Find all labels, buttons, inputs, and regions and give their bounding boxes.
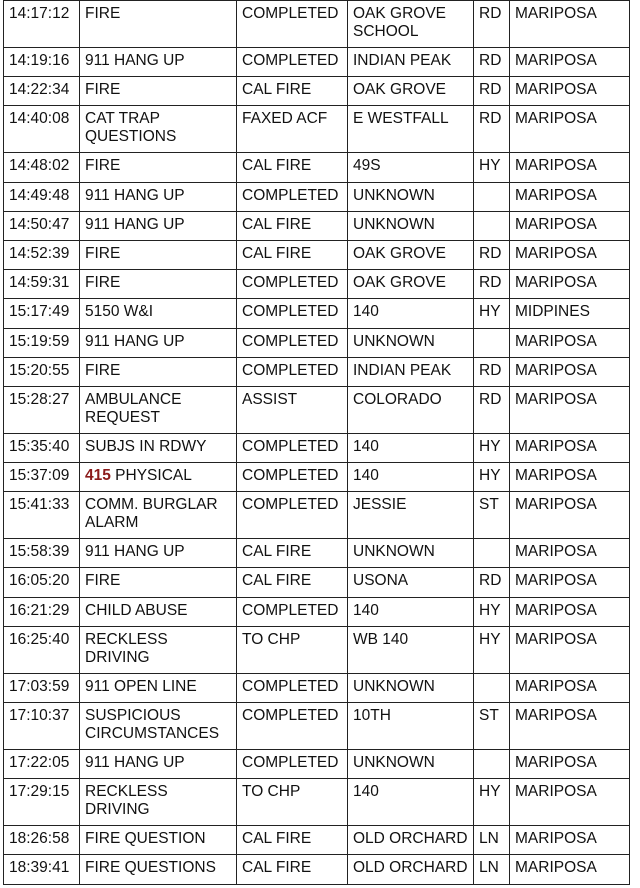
- city-cell: MARIPOSA: [510, 211, 630, 240]
- street-cell: OLD ORCHARD: [348, 855, 474, 884]
- street-suffix-cell: RD: [474, 386, 510, 433]
- table-row: [4, 539, 630, 568]
- street-cell: OAK GROVE: [348, 240, 474, 269]
- city-cell: MARIPOSA: [510, 386, 630, 433]
- table-row: [4, 492, 630, 539]
- street-cell: 140: [348, 779, 474, 826]
- street-cell: UNKNOWN: [348, 539, 474, 568]
- disposition-cell: COMPLETED: [237, 492, 348, 539]
- disposition-cell: COMPLETED: [237, 1, 348, 48]
- call-type-cell: [80, 463, 237, 492]
- street-cell: 140: [348, 597, 474, 626]
- street-suffix-cell: [474, 673, 510, 702]
- street-cell: UNKNOWN: [348, 750, 474, 779]
- street-cell: COLORADO: [348, 386, 474, 433]
- street-suffix-cell: ST: [474, 703, 510, 750]
- call-type-cell: SUSPICIOUS CIRCUMSTANCES: [80, 703, 237, 750]
- street-cell: E WESTFALL: [348, 106, 474, 153]
- street-cell: 10TH: [348, 703, 474, 750]
- disposition-cell: COMPLETED: [237, 270, 348, 299]
- disposition-cell: COMPLETED: [237, 463, 348, 492]
- time-cell: 15:37:09: [4, 463, 80, 492]
- disposition-cell: CAL FIRE: [237, 240, 348, 269]
- table-row: [4, 357, 630, 386]
- city-cell: MARIPOSA: [510, 673, 630, 702]
- table-row: [4, 1, 630, 48]
- call-type-cell: COMM. BURGLAR ALARM: [80, 492, 237, 539]
- time-cell: 16:21:29: [4, 597, 80, 626]
- city-cell: MARIPOSA: [510, 433, 630, 462]
- disposition-cell: FAXED ACF: [237, 106, 348, 153]
- street-cell: UNKNOWN: [348, 673, 474, 702]
- city-cell: MARIPOSA: [510, 626, 630, 673]
- city-cell: MARIPOSA: [510, 77, 630, 106]
- street-suffix-cell: RD: [474, 1, 510, 48]
- call-type-cell: FIRE QUESTIONS: [80, 855, 237, 884]
- call-type-cell: FIRE: [80, 357, 237, 386]
- call-type-cell: SUBJS IN RDWY: [80, 433, 237, 462]
- call-type-cell: CAT TRAP QUESTIONS: [80, 106, 237, 153]
- table-row: [4, 48, 630, 77]
- table-row: [4, 779, 630, 826]
- time-cell: 14:22:34: [4, 77, 80, 106]
- table-row: [4, 182, 630, 211]
- disposition-cell: COMPLETED: [237, 703, 348, 750]
- disposition-cell: COMPLETED: [237, 433, 348, 462]
- city-cell: MARIPOSA: [510, 855, 630, 884]
- table-row: [4, 386, 630, 433]
- disposition-cell: COMPLETED: [237, 357, 348, 386]
- street-suffix-cell: [474, 328, 510, 357]
- table-row: [4, 299, 630, 328]
- call-type-cell: AMBULANCE REQUEST: [80, 386, 237, 433]
- call-type-cell: CHILD ABUSE: [80, 597, 237, 626]
- time-cell: 16:25:40: [4, 626, 80, 673]
- call-type-cell: 911 HANG UP: [80, 182, 237, 211]
- table-row: [4, 270, 630, 299]
- time-cell: 15:19:59: [4, 328, 80, 357]
- city-cell: MARIPOSA: [510, 826, 630, 855]
- city-cell: MARIPOSA: [510, 357, 630, 386]
- city-cell: MARIPOSA: [510, 48, 630, 77]
- city-cell: MARIPOSA: [510, 779, 630, 826]
- time-cell: 17:29:15: [4, 779, 80, 826]
- disposition-cell: COMPLETED: [237, 673, 348, 702]
- table-row: [4, 826, 630, 855]
- table-row: [4, 568, 630, 597]
- disposition-cell: CAL FIRE: [237, 568, 348, 597]
- time-cell: 17:22:05: [4, 750, 80, 779]
- city-cell: MARIPOSA: [510, 492, 630, 539]
- street-cell: UNKNOWN: [348, 328, 474, 357]
- table-row: [4, 855, 630, 884]
- table-row: [4, 77, 630, 106]
- time-cell: 18:39:41: [4, 855, 80, 884]
- time-cell: 17:03:59: [4, 673, 80, 702]
- call-log-body: [4, 1, 630, 885]
- call-log-table: [3, 0, 630, 885]
- street-suffix-cell: RD: [474, 270, 510, 299]
- time-cell: 17:10:37: [4, 703, 80, 750]
- call-type-cell: FIRE: [80, 1, 237, 48]
- street-suffix-cell: ST: [474, 492, 510, 539]
- street-cell: OLD ORCHARD: [348, 826, 474, 855]
- time-cell: 15:20:55: [4, 357, 80, 386]
- street-suffix-cell: HY: [474, 626, 510, 673]
- street-cell: 140: [348, 299, 474, 328]
- street-cell: WB 140: [348, 626, 474, 673]
- table-row: [4, 433, 630, 462]
- time-cell: 14:17:12: [4, 1, 80, 48]
- city-cell: MARIPOSA: [510, 539, 630, 568]
- table-row: [4, 153, 630, 182]
- street-suffix-cell: HY: [474, 463, 510, 492]
- street-suffix-cell: [474, 750, 510, 779]
- call-type-cell: 911 HANG UP: [80, 48, 237, 77]
- disposition-cell: CAL FIRE: [237, 77, 348, 106]
- street-suffix-cell: [474, 211, 510, 240]
- city-cell: MARIPOSA: [510, 328, 630, 357]
- table-row: [4, 463, 630, 492]
- city-cell: MARIPOSA: [510, 182, 630, 211]
- disposition-cell: COMPLETED: [237, 328, 348, 357]
- street-suffix-cell: HY: [474, 153, 510, 182]
- table-row: [4, 673, 630, 702]
- table-row: [4, 328, 630, 357]
- street-suffix-cell: RD: [474, 106, 510, 153]
- call-type-cell: 911 HANG UP: [80, 750, 237, 779]
- disposition-cell: ASSIST: [237, 386, 348, 433]
- disposition-cell: CAL FIRE: [237, 539, 348, 568]
- disposition-cell: TO CHP: [237, 626, 348, 673]
- disposition-cell: COMPLETED: [237, 597, 348, 626]
- street-cell: 140: [348, 433, 474, 462]
- disposition-cell: COMPLETED: [237, 182, 348, 211]
- call-log: [3, 0, 630, 885]
- street-cell: JESSIE: [348, 492, 474, 539]
- table-row: [4, 626, 630, 673]
- time-cell: 14:19:16: [4, 48, 80, 77]
- time-cell: 15:41:33: [4, 492, 80, 539]
- time-cell: 14:52:39: [4, 240, 80, 269]
- city-cell: MARIPOSA: [510, 463, 630, 492]
- city-cell: MARIPOSA: [510, 270, 630, 299]
- call-type-cell: RECKLESS DRIVING: [80, 626, 237, 673]
- city-cell: MARIPOSA: [510, 240, 630, 269]
- street-cell: USONA: [348, 568, 474, 597]
- call-type-cell: 911 HANG UP: [80, 211, 237, 240]
- street-cell: 140: [348, 463, 474, 492]
- street-cell: 49S: [348, 153, 474, 182]
- city-cell: MIDPINES: [510, 299, 630, 328]
- time-cell: 16:05:20: [4, 568, 80, 597]
- call-type-label: PHYSICAL: [110, 467, 192, 485]
- time-cell: 15:35:40: [4, 433, 80, 462]
- street-suffix-cell: RD: [474, 240, 510, 269]
- street-suffix-cell: RD: [474, 568, 510, 597]
- call-type-cell: FIRE: [80, 153, 237, 182]
- penal-code-label: 415: [85, 467, 111, 485]
- call-type-cell: 911 HANG UP: [80, 539, 237, 568]
- table-row: [4, 240, 630, 269]
- table-row: [4, 703, 630, 750]
- city-cell: MARIPOSA: [510, 568, 630, 597]
- disposition-cell: COMPLETED: [237, 299, 348, 328]
- time-cell: 14:40:08: [4, 106, 80, 153]
- table-row: [4, 750, 630, 779]
- street-suffix-cell: [474, 539, 510, 568]
- disposition-cell: CAL FIRE: [237, 153, 348, 182]
- city-cell: MARIPOSA: [510, 703, 630, 750]
- city-cell: MARIPOSA: [510, 106, 630, 153]
- time-cell: 15:28:27: [4, 386, 80, 433]
- street-suffix-cell: RD: [474, 77, 510, 106]
- call-type-cell: RECKLESS DRIVING: [80, 779, 237, 826]
- call-type-cell: FIRE QUESTION: [80, 826, 237, 855]
- street-suffix-cell: HY: [474, 299, 510, 328]
- table-row: [4, 106, 630, 153]
- time-cell: 18:26:58: [4, 826, 80, 855]
- disposition-cell: TO CHP: [237, 779, 348, 826]
- street-cell: OAK GROVE: [348, 77, 474, 106]
- call-type-cell: 5150 W&I: [80, 299, 237, 328]
- street-suffix-cell: HY: [474, 779, 510, 826]
- call-type-cell: FIRE: [80, 240, 237, 269]
- disposition-cell: CAL FIRE: [237, 855, 348, 884]
- street-cell: OAK GROVE SCHOOL: [348, 1, 474, 48]
- street-suffix-cell: [474, 182, 510, 211]
- street-cell: UNKNOWN: [348, 182, 474, 211]
- time-cell: 14:49:48: [4, 182, 80, 211]
- city-cell: MARIPOSA: [510, 597, 630, 626]
- street-suffix-cell: HY: [474, 597, 510, 626]
- street-suffix-cell: LN: [474, 826, 510, 855]
- table-row: [4, 597, 630, 626]
- street-cell: OAK GROVE: [348, 270, 474, 299]
- call-type-cell: FIRE: [80, 568, 237, 597]
- city-cell: MARIPOSA: [510, 153, 630, 182]
- call-type-cell: FIRE: [80, 77, 237, 106]
- street-suffix-cell: LN: [474, 855, 510, 884]
- table-row: [4, 211, 630, 240]
- time-cell: 15:17:49: [4, 299, 80, 328]
- disposition-cell: CAL FIRE: [237, 211, 348, 240]
- street-cell: INDIAN PEAK: [348, 48, 474, 77]
- city-cell: MARIPOSA: [510, 750, 630, 779]
- time-cell: 14:50:47: [4, 211, 80, 240]
- city-cell: MARIPOSA: [510, 1, 630, 48]
- call-type-cell: 911 OPEN LINE: [80, 673, 237, 702]
- street-cell: INDIAN PEAK: [348, 357, 474, 386]
- street-suffix-cell: RD: [474, 48, 510, 77]
- call-type-cell: FIRE: [80, 270, 237, 299]
- street-suffix-cell: RD: [474, 357, 510, 386]
- street-cell: UNKNOWN: [348, 211, 474, 240]
- disposition-cell: CAL FIRE: [237, 826, 348, 855]
- street-suffix-cell: HY: [474, 433, 510, 462]
- disposition-cell: COMPLETED: [237, 48, 348, 77]
- time-cell: 15:58:39: [4, 539, 80, 568]
- time-cell: 14:48:02: [4, 153, 80, 182]
- call-type-cell: 911 HANG UP: [80, 328, 237, 357]
- disposition-cell: COMPLETED: [237, 750, 348, 779]
- time-cell: 14:59:31: [4, 270, 80, 299]
